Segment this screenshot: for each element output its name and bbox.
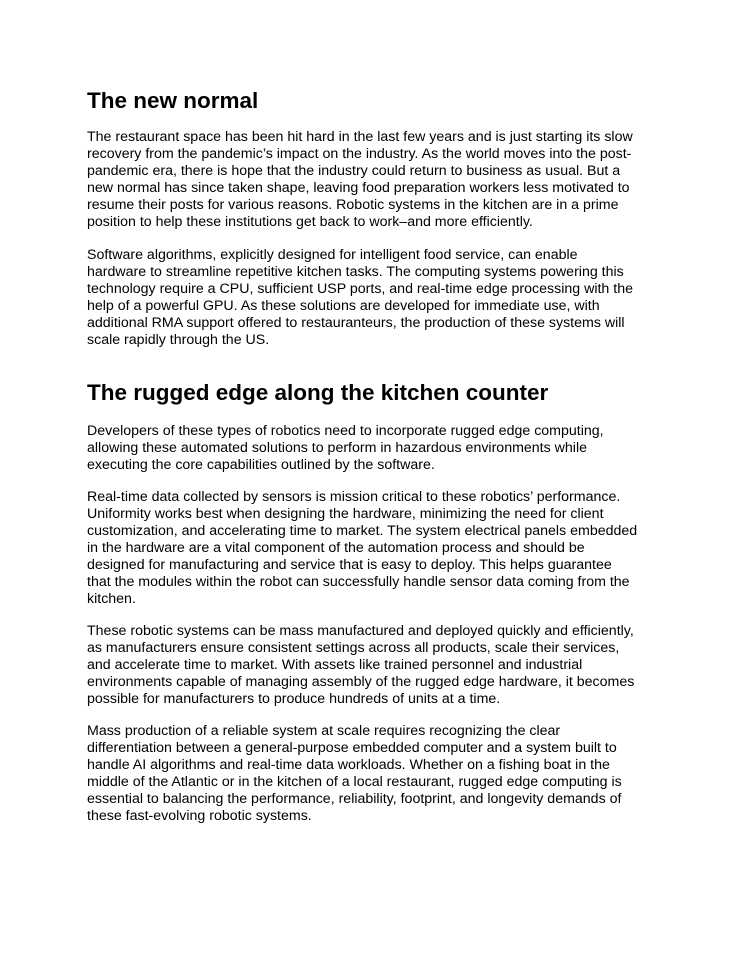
- text-line: executing the core capabilities outlined by the software.: [87, 457, 435, 473]
- text-line: that the modules within the robot can successfully handle sensor data coming from the: [87, 574, 630, 590]
- text-line: Uniformity works best when designing the hardware, minimizing the need for client: [87, 506, 604, 522]
- text-line: in the hardware are a vital component of the automation process and should be: [87, 540, 585, 556]
- text-line: allowing these automated solutions to perform in hazardous environments while: [87, 440, 587, 456]
- text-line: pandemic era, there is hope that the industry could return to business as usual. But a: [87, 163, 621, 179]
- section-heading-new-normal: The new normal: [87, 88, 259, 113]
- text-line: as manufacturers ensure consistent settings across all products, scale their services,: [87, 640, 620, 656]
- text-line: These robotic systems can be mass manufactured and deployed quickly and efficiently,: [87, 623, 634, 639]
- text-line: hardware to streamline repetitive kitchen tasks. The computing systems powering this: [87, 264, 624, 280]
- text-line: and accelerate time to market. With assets like trained personnel and industrial: [87, 657, 583, 673]
- text-line: additional RMA support offered to restauranteurs, the production of these systems will: [87, 315, 625, 331]
- text-line: recovery from the pandemic’s impact on the industry. As the world moves into the post-: [87, 146, 632, 162]
- paragraph-real-time-data: [87, 489, 657, 608]
- text-line: technology require a CPU, sufficient USP ports, and real-time edge processing with the: [87, 281, 633, 297]
- text-line: designed for manufacturing and service that is easy to deploy. This helps guarantee: [87, 557, 612, 573]
- text-line: handle AI algorithms and real-time data workloads. Whether on a fishing boat in the: [87, 757, 610, 773]
- text-line: position to help these institutions get back to work–and more efficiently.: [87, 214, 533, 230]
- text-line: essential to balancing the performance, reliability, footprint, and longevity demands of: [87, 791, 622, 807]
- text-line: middle of the Atlantic or in the kitchen of a local restaurant, rugged edge computing is: [87, 774, 622, 790]
- paragraph-mass-manufactured: [87, 623, 657, 708]
- text-line: environments capable of managing assembly of the rugged edge hardware, it becomes: [87, 674, 635, 690]
- text-line: resume their posts for various reasons. Robotic systems in the kitchen are in a prime: [87, 197, 619, 213]
- text-line: Developers of these types of robotics need to incorporate rugged edge computing,: [87, 423, 604, 439]
- paragraph-mass-production: [87, 723, 657, 825]
- paragraph-software-algorithms: [87, 247, 657, 349]
- paragraph-developers: [87, 423, 657, 474]
- text-line: Mass production of a reliable system at scale requires recognizing the clear: [87, 723, 561, 739]
- text-line: The restaurant space has been hit hard in the last few years and is just starting its slow: [87, 129, 633, 145]
- text-line: new normal has since taken shape, leaving food preparation workers less motivated to: [87, 180, 630, 196]
- text-line: Real-time data collected by sensors is mission critical to these robotics’ performance.: [87, 489, 621, 505]
- text-line: possible for manufacturers to produce hundreds of units at a time.: [87, 691, 501, 707]
- section-heading-rugged-edge: The rugged edge along the kitchen counter: [87, 380, 549, 405]
- text-line: kitchen.: [87, 591, 136, 607]
- text-line: these fast-evolving robotic systems.: [87, 808, 312, 824]
- text-line: customization, and accelerating time to market. The system electrical panels embedded: [87, 523, 638, 539]
- text-line: help of a powerful GPU. As these solutions are developed for immediate use, with: [87, 298, 600, 314]
- text-line: differentiation between a general-purpose embedded computer and a system built to: [87, 740, 617, 756]
- paragraph-restaurant-recovery: [87, 129, 657, 231]
- text-line: scale rapidly through the US.: [87, 332, 270, 348]
- text-line: Software algorithms, explicitly designed for intelligent food service, can enable: [87, 247, 578, 263]
